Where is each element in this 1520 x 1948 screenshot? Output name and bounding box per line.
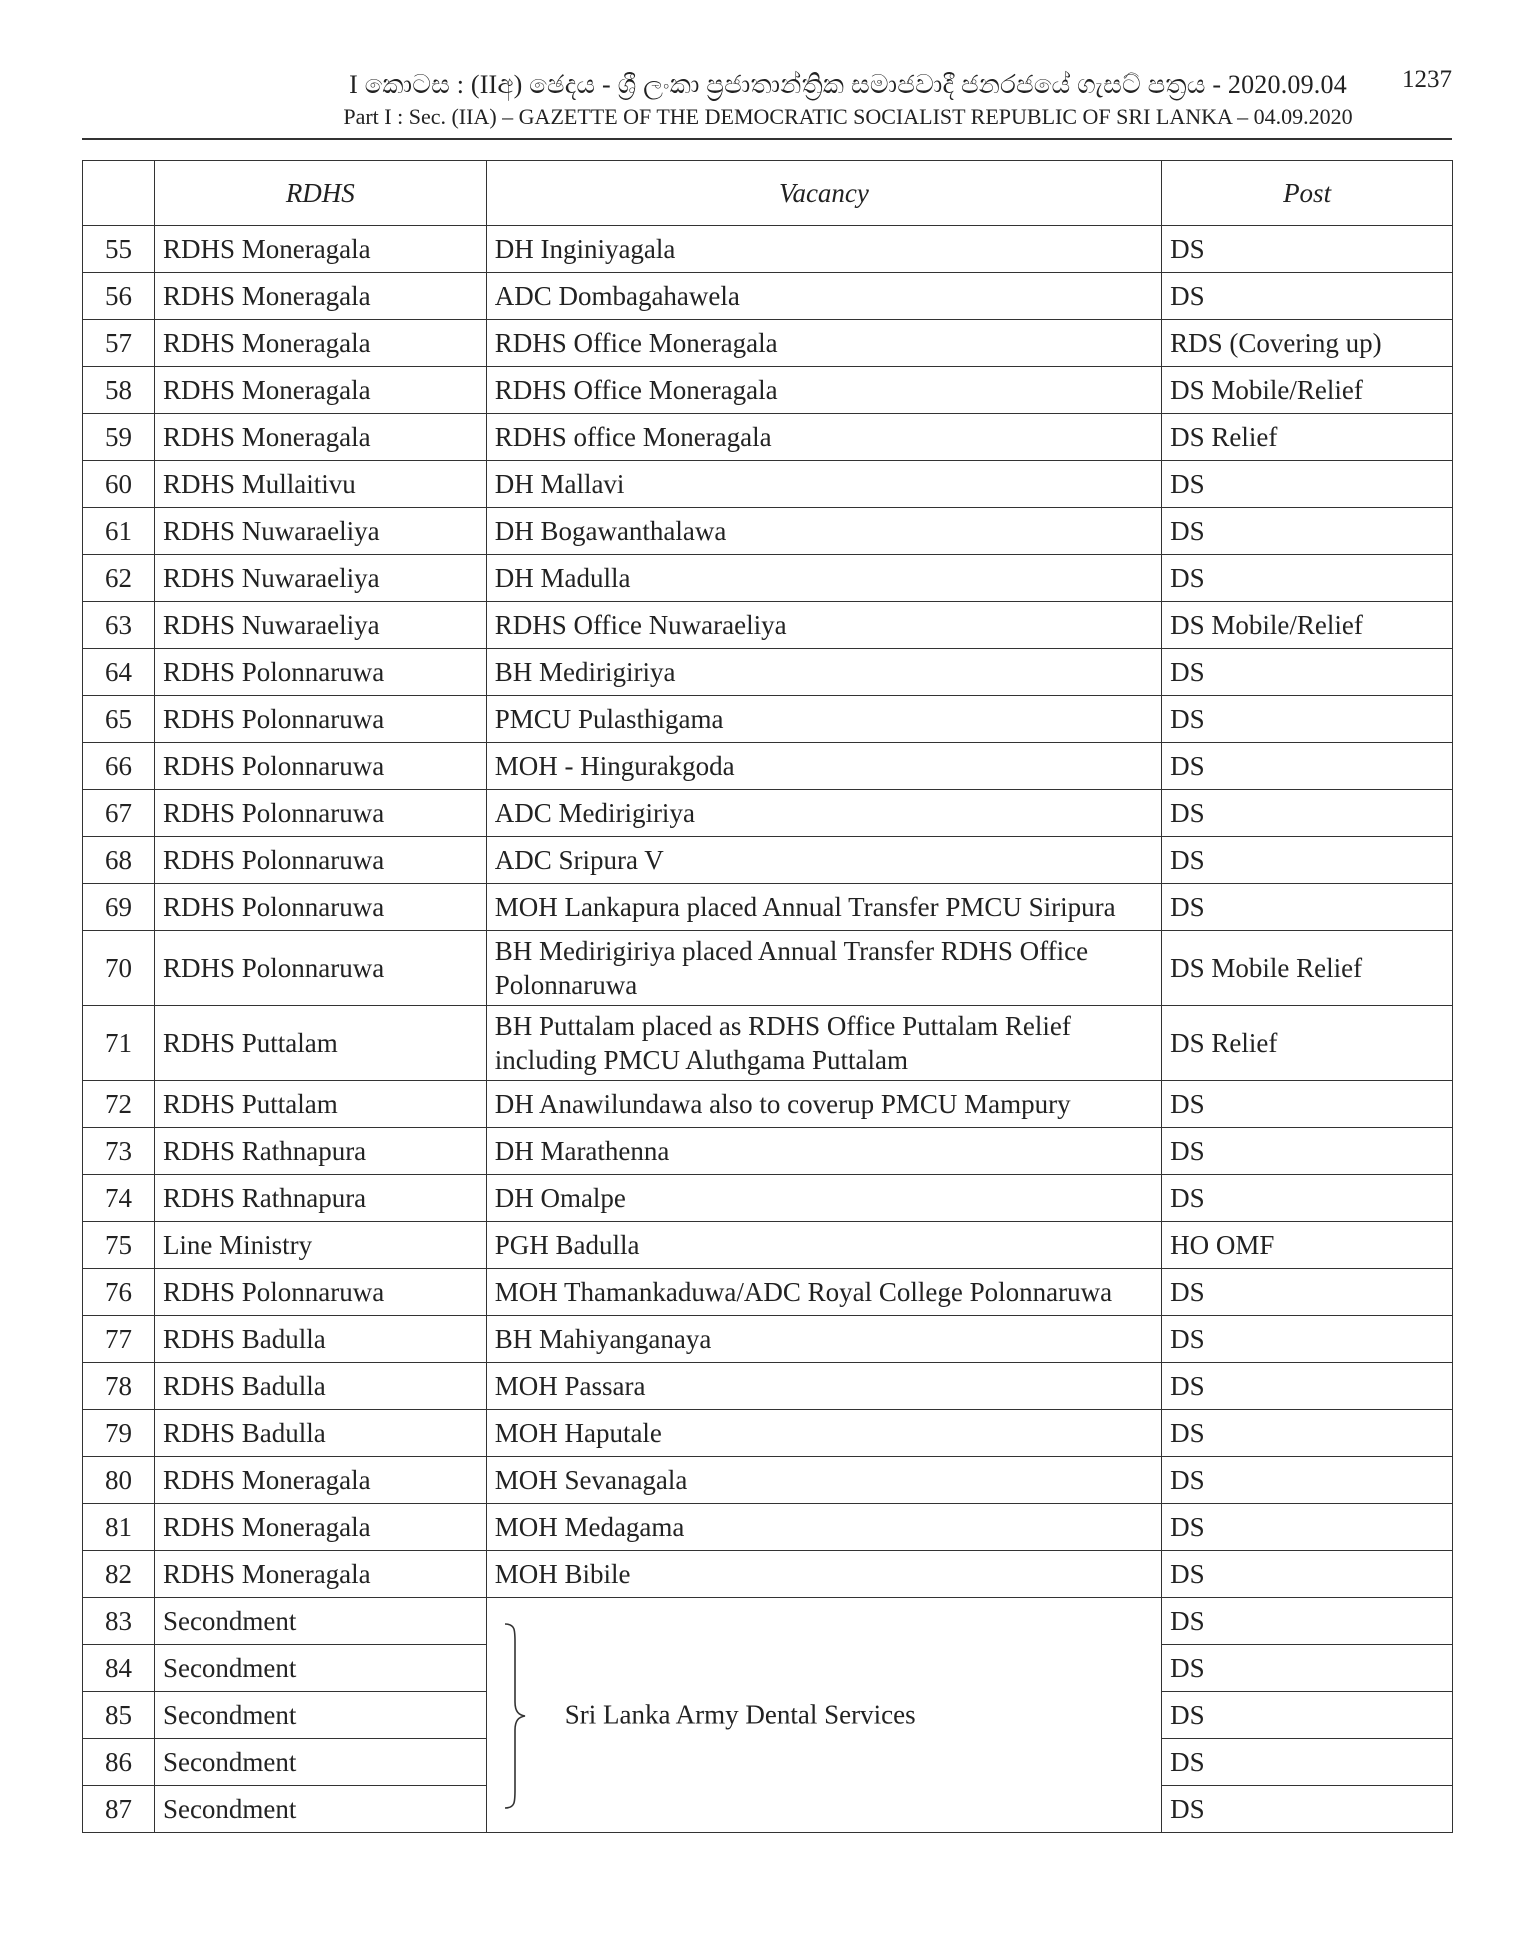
table-row	[83, 1269, 1453, 1316]
post-cell: DS	[1162, 649, 1453, 696]
post-cell: DS	[1162, 1410, 1453, 1457]
row-number: 56	[83, 273, 155, 320]
row-number: 75	[83, 1222, 155, 1269]
rdhs-cell: RDHS Nuwaraeliya	[154, 555, 486, 602]
table-row	[83, 461, 1453, 508]
col-header-rdhs: RDHS	[154, 161, 486, 226]
vacancy-cell: DH Bogawanthalawa	[486, 508, 1161, 555]
rdhs-cell: RDHS Polonnaruwa	[154, 884, 486, 931]
post-cell: DS Relief	[1162, 414, 1453, 461]
post-cell: DS	[1162, 790, 1453, 837]
row-number: 68	[83, 837, 155, 884]
vacancy-cell: ADC Medirigiriya	[486, 790, 1161, 837]
rdhs-cell: RDHS Moneragala	[154, 1551, 486, 1598]
row-number: 81	[83, 1504, 155, 1551]
rdhs-cell: RDHS Moneragala	[154, 1457, 486, 1504]
post-cell: DS	[1162, 884, 1453, 931]
rdhs-cell: Secondment	[154, 1598, 486, 1645]
vacancy-cell: MOH Medagama	[486, 1504, 1161, 1551]
row-number: 84	[83, 1645, 155, 1692]
rdhs-cell: RDHS Rathnapura	[154, 1128, 486, 1175]
vacancy-cell: DH Omalpe	[486, 1175, 1161, 1222]
vacancy-cell: BH Puttalam placed as RDHS Office Puttalam Relief including PMCU Aluthgama Puttalam	[486, 1006, 1161, 1081]
vacancy-cell: DH Inginiyagala	[486, 226, 1161, 273]
post-cell: DS	[1162, 1081, 1453, 1128]
rdhs-cell: RDHS Polonnaruwa	[154, 696, 486, 743]
page-number: 1237	[1402, 66, 1452, 93]
row-number: 79	[83, 1410, 155, 1457]
post-cell: DS	[1162, 1175, 1453, 1222]
row-number: 65	[83, 696, 155, 743]
table-row	[83, 555, 1453, 602]
post-cell: DS	[1162, 1504, 1453, 1551]
table-row	[83, 226, 1453, 273]
rdhs-cell: RDHS Polonnaruwa	[154, 790, 486, 837]
post-cell: DS Mobile/Relief	[1162, 367, 1453, 414]
row-number: 71	[83, 1006, 155, 1081]
rdhs-cell: RDHS Polonnaruwa	[154, 1269, 486, 1316]
col-header-post: Post	[1162, 161, 1453, 226]
table-header-row	[83, 161, 1453, 226]
vacancy-cell: MOH Lankapura placed Annual Transfer PMCU Siripura	[486, 884, 1161, 931]
post-cell: DS	[1162, 555, 1453, 602]
table-row	[83, 1504, 1453, 1551]
secondment-vacancy-text: Sri Lanka Army Dental Services	[564, 1699, 916, 1730]
vacancy-cell: MOH Sevanagala	[486, 1457, 1161, 1504]
table-row	[83, 884, 1453, 931]
post-cell: DS	[1162, 1739, 1453, 1786]
table-row	[83, 1006, 1453, 1081]
table-row	[83, 367, 1453, 414]
vacancy-cell: DH Anawilundawa also to coverup PMCU Mampury	[486, 1081, 1161, 1128]
rdhs-cell: RDHS Badulla	[154, 1410, 486, 1457]
table-row	[83, 1222, 1453, 1269]
rdhs-cell: RDHS Moneragala	[154, 273, 486, 320]
post-cell: DS	[1162, 837, 1453, 884]
post-cell: DS	[1162, 1269, 1453, 1316]
row-number: 64	[83, 649, 155, 696]
row-number: 55	[83, 226, 155, 273]
vacancy-cell: RDHS office Moneragala	[486, 414, 1161, 461]
table-row	[83, 931, 1453, 1006]
rdhs-cell: Secondment	[154, 1739, 486, 1786]
row-number: 74	[83, 1175, 155, 1222]
vacancy-table	[82, 160, 1453, 1833]
rdhs-cell: RDHS Moneragala	[154, 226, 486, 273]
vacancy-cell: BH Mahiyanganaya	[486, 1316, 1161, 1363]
table-row	[83, 1457, 1453, 1504]
table-row	[83, 1551, 1453, 1598]
post-cell: HO OMF	[1162, 1222, 1453, 1269]
row-number: 82	[83, 1551, 155, 1598]
rdhs-cell: RDHS Polonnaruwa	[154, 931, 486, 1006]
post-cell: DS	[1162, 273, 1453, 320]
table-body	[83, 226, 1453, 1833]
post-cell: DS	[1162, 1598, 1453, 1645]
rdhs-cell: RDHS Moneragala	[154, 1504, 486, 1551]
row-number: 83	[83, 1598, 155, 1645]
right-brace-icon	[501, 1622, 531, 1810]
vacancy-cell: DH Mallavi	[486, 461, 1161, 508]
row-number: 70	[83, 931, 155, 1006]
vacancy-cell: MOH Thamankaduwa/ADC Royal College Polonnaruwa	[486, 1269, 1161, 1316]
english-title-line: Part I : Sec. (IIA) – GAZETTE OF THE DEMOCRATIC SOCIALIST REPUBLIC OF SRI LANKA – 04.09.2020	[343, 104, 1353, 129]
rdhs-cell: RDHS Rathnapura	[154, 1175, 486, 1222]
rdhs-cell: RDHS Moneragala	[154, 320, 486, 367]
row-number: 57	[83, 320, 155, 367]
vacancy-cell: RDHS Office Moneragala	[486, 320, 1161, 367]
row-number: 73	[83, 1128, 155, 1175]
post-cell: DS	[1162, 1128, 1453, 1175]
rdhs-cell: RDHS Polonnaruwa	[154, 649, 486, 696]
table-row	[83, 743, 1453, 790]
rdhs-cell: RDHS Puttalam	[154, 1081, 486, 1128]
row-number: 60	[83, 461, 155, 508]
table-row	[83, 1175, 1453, 1222]
row-number: 86	[83, 1739, 155, 1786]
row-number: 85	[83, 1692, 155, 1739]
table-row	[83, 1410, 1453, 1457]
vacancy-cell: RDHS Office Moneragala	[486, 367, 1161, 414]
vacancy-cell: ADC Dombagahawela	[486, 273, 1161, 320]
row-number: 63	[83, 602, 155, 649]
post-cell: DS Mobile Relief	[1162, 931, 1453, 1006]
vacancy-cell: MOH Passara	[486, 1363, 1161, 1410]
header-rule	[82, 138, 1452, 140]
post-cell: DS	[1162, 1316, 1453, 1363]
vacancy-cell: RDHS Office Nuwaraeliya	[486, 602, 1161, 649]
post-cell: DS	[1162, 1551, 1453, 1598]
row-number: 62	[83, 555, 155, 602]
table-row	[83, 602, 1453, 649]
vacancy-cell: MOH - Hingurakgoda	[486, 743, 1161, 790]
post-cell: DS	[1162, 1457, 1453, 1504]
post-cell: DS	[1162, 461, 1453, 508]
rdhs-cell: RDHS Nuwaraeliya	[154, 508, 486, 555]
post-cell: DS	[1162, 1645, 1453, 1692]
table-row	[83, 320, 1453, 367]
table-row	[83, 414, 1453, 461]
post-cell: DS Mobile/Relief	[1162, 602, 1453, 649]
vacancy-cell: DH Marathenna	[486, 1128, 1161, 1175]
vacancy-cell: PMCU Pulasthigama	[486, 696, 1161, 743]
post-cell: DS	[1162, 508, 1453, 555]
row-number: 77	[83, 1316, 155, 1363]
rdhs-cell: RDHS Puttalam	[154, 1006, 486, 1081]
post-cell: DS	[1162, 1692, 1453, 1739]
rdhs-cell: RDHS Badulla	[154, 1316, 486, 1363]
rdhs-cell: RDHS Moneragala	[154, 367, 486, 414]
row-number: 76	[83, 1269, 155, 1316]
row-number: 59	[83, 414, 155, 461]
table-row	[83, 837, 1453, 884]
row-number: 67	[83, 790, 155, 837]
vacancy-cell: ADC Sripura V	[486, 837, 1161, 884]
post-cell: DS	[1162, 1786, 1453, 1833]
rdhs-cell: RDHS Mullaitivu	[154, 461, 486, 508]
post-cell: DS	[1162, 1363, 1453, 1410]
post-cell: DS Relief	[1162, 1006, 1453, 1081]
col-header-number	[83, 161, 155, 226]
rdhs-cell: RDHS Badulla	[154, 1363, 486, 1410]
table-row	[83, 1128, 1453, 1175]
table-row	[83, 649, 1453, 696]
merged-vacancy-cell	[486, 1598, 1161, 1833]
post-cell: DS	[1162, 226, 1453, 273]
rdhs-cell: Secondment	[154, 1692, 486, 1739]
table-row	[83, 1081, 1453, 1128]
vacancy-cell: BH Medirigiriya placed Annual Transfer RDHS Office Polonnaruwa	[486, 931, 1161, 1006]
row-number: 87	[83, 1786, 155, 1833]
row-number: 58	[83, 367, 155, 414]
vacancy-cell: BH Medirigiriya	[486, 649, 1161, 696]
rdhs-cell: Secondment	[154, 1786, 486, 1833]
row-number: 72	[83, 1081, 155, 1128]
table-row	[83, 273, 1453, 320]
rdhs-cell: Line Ministry	[154, 1222, 486, 1269]
row-number: 66	[83, 743, 155, 790]
row-number: 69	[83, 884, 155, 931]
rdhs-cell: Secondment	[154, 1645, 486, 1692]
table-row	[83, 508, 1453, 555]
table-row	[83, 790, 1453, 837]
vacancy-cell: MOH Bibile	[486, 1551, 1161, 1598]
col-header-vacancy: Vacancy	[486, 161, 1161, 226]
table-row	[83, 1598, 1453, 1645]
rdhs-cell: RDHS Moneragala	[154, 414, 486, 461]
post-cell: DS	[1162, 743, 1453, 790]
vacancy-cell: DH Madulla	[486, 555, 1161, 602]
post-cell: RDS (Covering up)	[1162, 320, 1453, 367]
table-row	[83, 1316, 1453, 1363]
row-number: 61	[83, 508, 155, 555]
post-cell: DS	[1162, 696, 1453, 743]
rdhs-cell: RDHS Nuwaraeliya	[154, 602, 486, 649]
vacancy-cell: PGH Badulla	[486, 1222, 1161, 1269]
rdhs-cell: RDHS Polonnaruwa	[154, 837, 486, 884]
row-number: 78	[83, 1363, 155, 1410]
row-number: 80	[83, 1457, 155, 1504]
table-row	[83, 696, 1453, 743]
sinhala-title-line: I කොටස : (IIඅ) ඡෙදය - ශ්‍රී ලංකා ප්‍රජාතාන්ත්‍රික සමාජවාදී ජනරජයේ ගැසට් පත්‍රය - 2020.09.04	[349, 70, 1347, 99]
table-row	[83, 1363, 1453, 1410]
vacancy-cell: MOH Haputale	[486, 1410, 1161, 1457]
rdhs-cell: RDHS Polonnaruwa	[154, 743, 486, 790]
